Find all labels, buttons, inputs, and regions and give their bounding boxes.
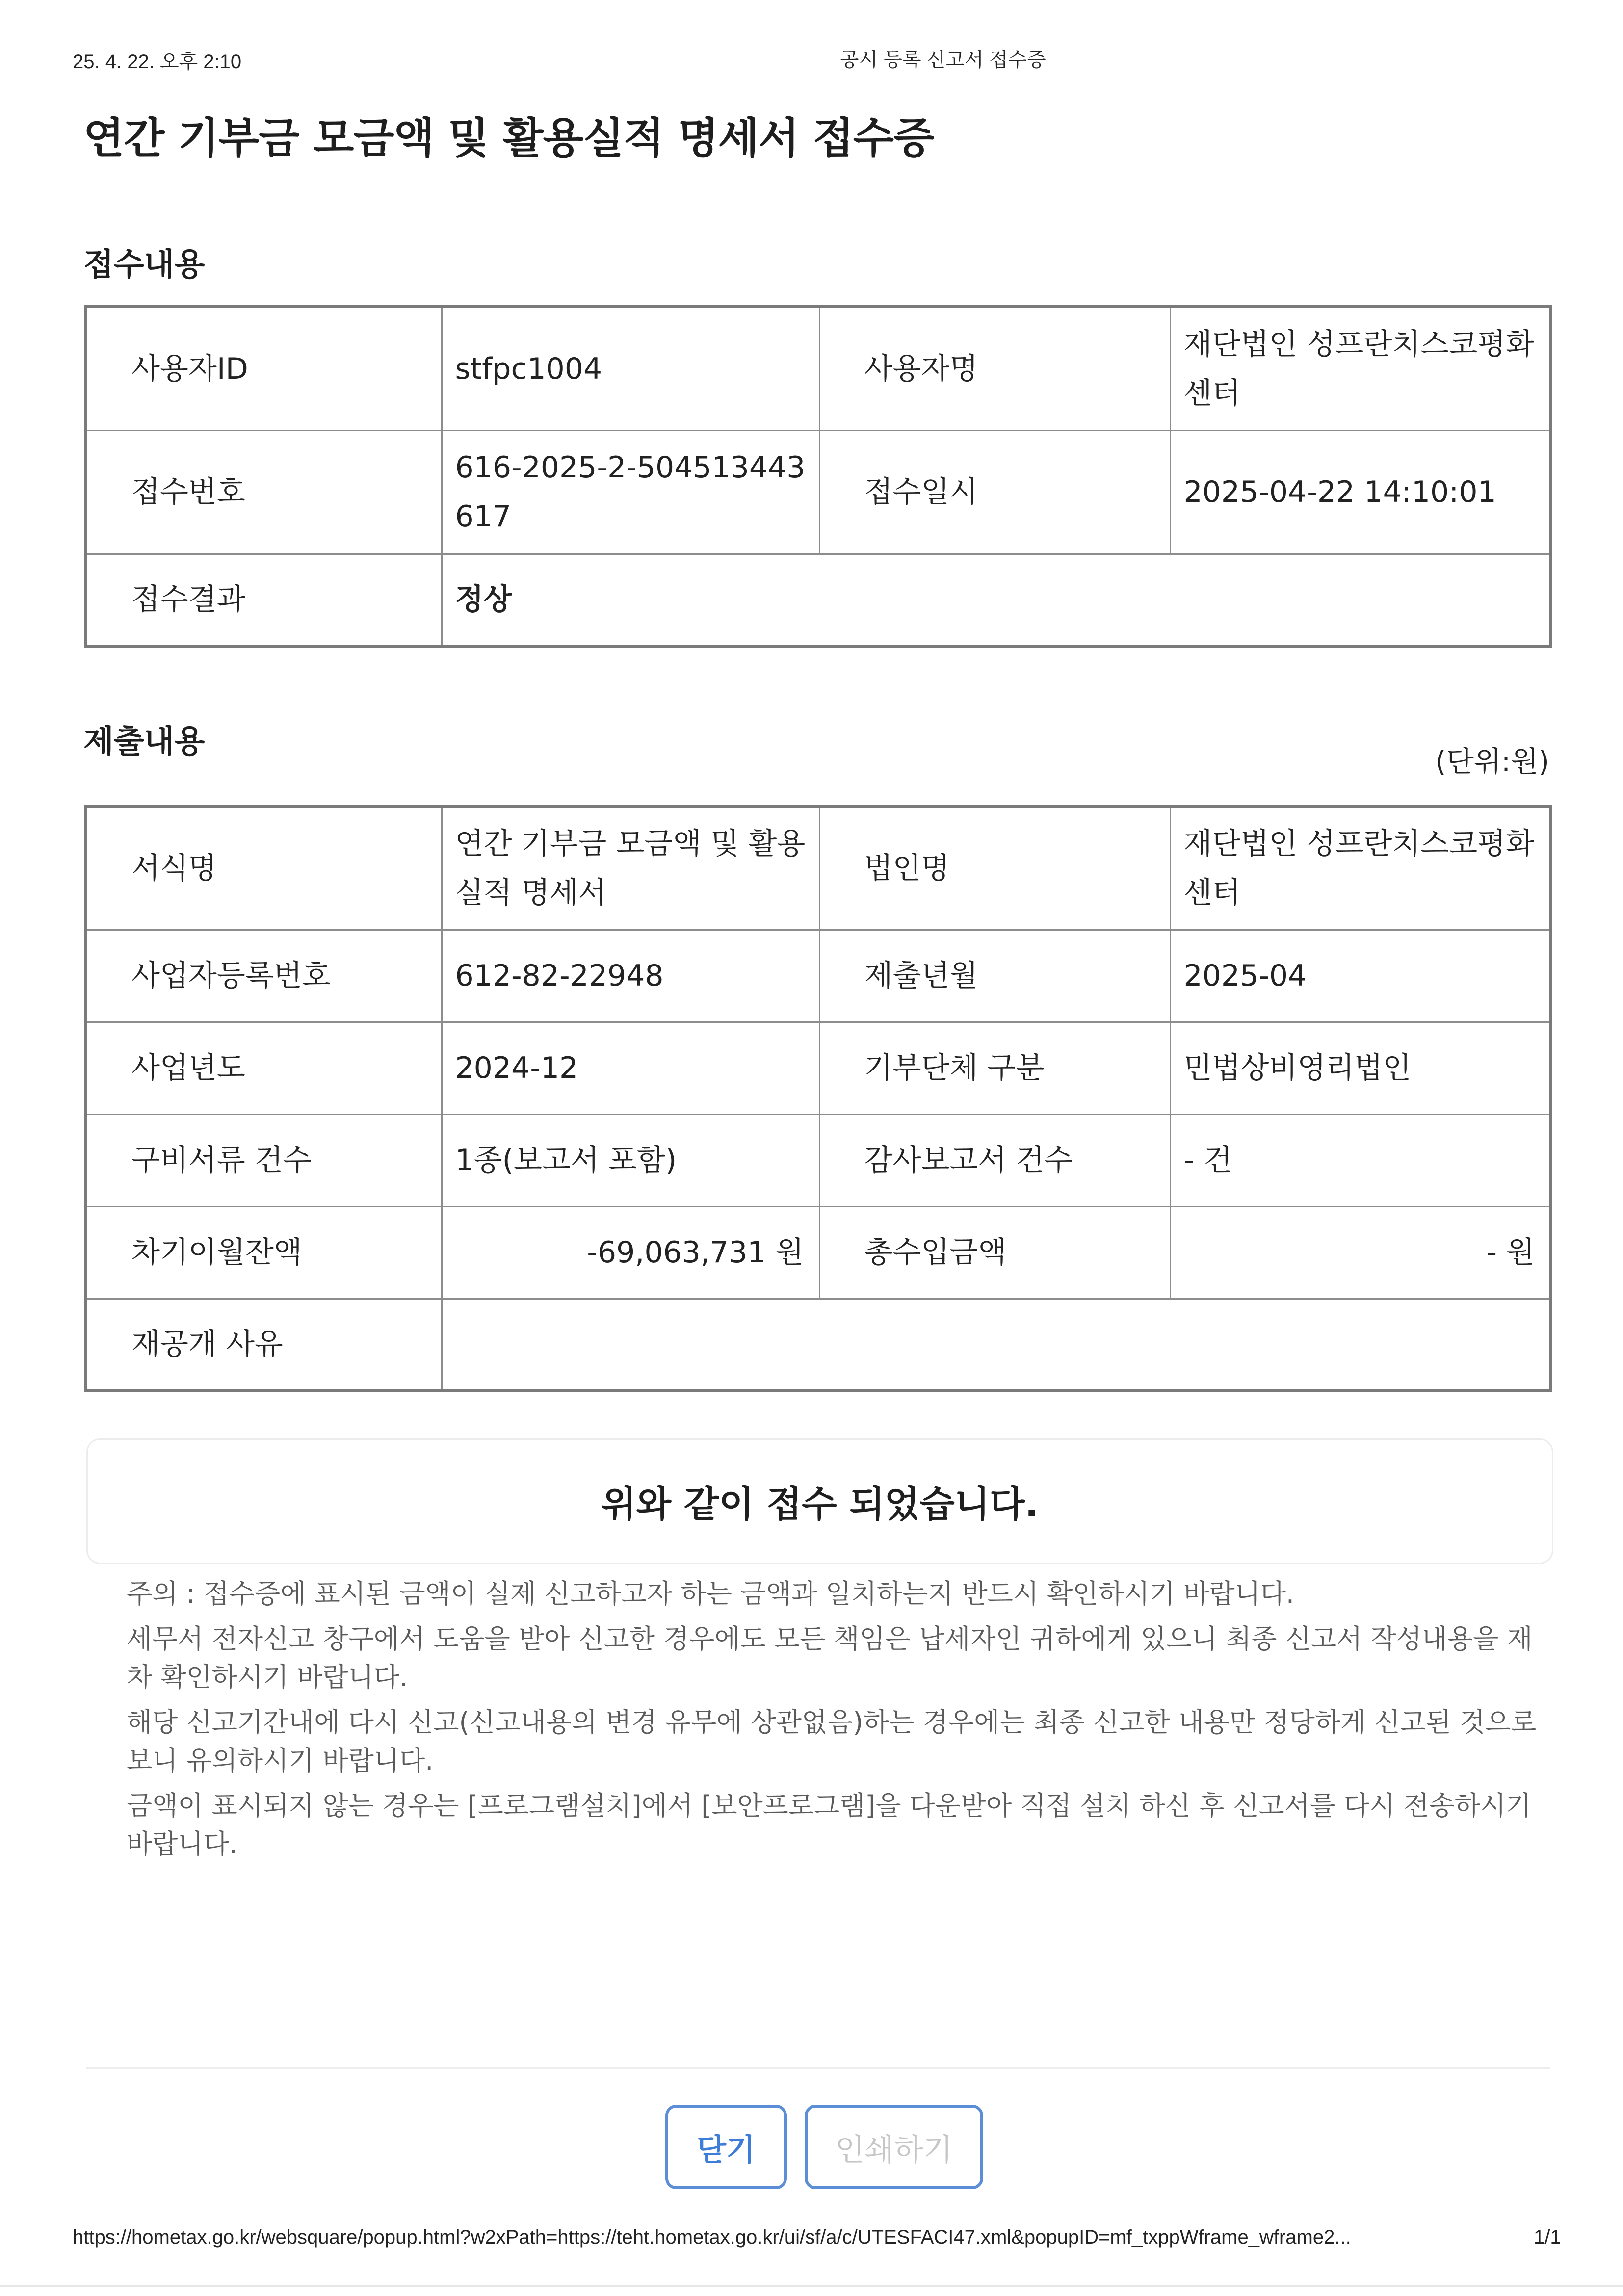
biz-year-label: 사업년도 — [86, 1022, 442, 1114]
receipt-result-label: 접수결과 — [86, 554, 442, 646]
repost-reason-value — [442, 1299, 1551, 1391]
table-row — [86, 1114, 1551, 1206]
receipt-no-label: 접수번호 — [86, 430, 442, 554]
page-bottom-line — [0, 2285, 1623, 2287]
note-item: 금액이 표시되지 않는 경우는 [프로그램설치]에서 [보안프로그램]을 다운받아 직접 설치 하신 후 신고서를 다시 전송하시기 바랍니다. — [127, 1790, 1532, 1859]
carryover-value: -69,063,731 원 — [442, 1206, 819, 1299]
receipt-table — [84, 305, 1552, 648]
confirmation-notice: 위와 같이 접수 되었습니다. — [86, 1438, 1553, 1564]
audit-count-value: - 건 — [1170, 1114, 1551, 1206]
divider — [86, 2067, 1550, 2069]
print-doc-title: 공시 등록 신고서 접수증 — [840, 49, 1046, 71]
notes-list — [127, 1575, 1549, 1870]
table-row — [86, 930, 1551, 1022]
user-name-label: 사용자명 — [819, 307, 1170, 430]
biz-no-label: 사업자등록번호 — [86, 930, 442, 1022]
print-datetime: 25. 4. 22. 오후 2:10 — [73, 51, 242, 73]
page-title: 연간 기부금 모금액 및 활용실적 명세서 접수증 — [83, 114, 934, 163]
receipt-result-status: 정상 — [442, 554, 1551, 646]
repost-reason-label: 재공개 사유 — [86, 1299, 442, 1391]
table-row — [86, 1022, 1551, 1114]
receipt-date-value: 2025-04-22 14:10:01 — [1170, 430, 1551, 554]
donor-type-value: 민법상비영리법인 — [1170, 1022, 1551, 1114]
table-row — [86, 1206, 1551, 1299]
carryover-label: 차기이월잔액 — [86, 1206, 442, 1299]
note-item: 세무서 전자신고 창구에서 도움을 받아 신고한 경우에도 모든 책임은 납세자인 귀하에게 있으니 최종 신고서 작성내용을 재차 확인하시기 바랍니다. — [127, 1623, 1533, 1693]
receipt-date-label: 접수일시 — [819, 430, 1170, 554]
audit-count-label: 감사보고서 건수 — [819, 1114, 1170, 1206]
form-name-label: 서식명 — [86, 806, 442, 930]
docs-count-label: 구비서류 건수 — [86, 1114, 442, 1206]
page-number: 1/1 — [1534, 2226, 1561, 2248]
submit-table — [84, 805, 1552, 1392]
receipt-no-value: 616-2025-2-504513443617 — [442, 430, 819, 554]
note-item: 주의 : 접수증에 표시된 금액이 실제 신고하고자 하는 금액과 일치하는지 반드시 확인하시기 바랍니다. — [127, 1578, 1295, 1609]
table-row — [86, 554, 1551, 646]
table-row — [86, 806, 1551, 930]
table-row — [86, 307, 1551, 430]
submit-section-heading: 제출내용 — [83, 724, 205, 760]
footer-url: https://hometax.go.kr/websquare/popup.html?w2xPath=https://teht.hometax.go.kr/ui/sf/a/c/UTESFACI47.xml&popupID=mf_txppWframe_wframe2... — [73, 2226, 1351, 2248]
donor-type-label: 기부단체 구분 — [819, 1022, 1170, 1114]
total-income-label: 총수입금액 — [819, 1206, 1170, 1299]
biz-year-value: 2024-12 — [442, 1022, 819, 1114]
table-row — [86, 1299, 1551, 1391]
corp-name-value: 재단법인 성프란치스코평화센터 — [1170, 806, 1551, 930]
note-item: 해당 신고기간내에 다시 신고(신고내용의 변경 유무에 상관없음)하는 경우에는 최종 신고한 내용만 정당하게 신고된 것으로 보니 유의하시기 바랍니다. — [127, 1707, 1537, 1776]
close-button[interactable]: 닫기 — [665, 2105, 787, 2189]
user-id-value: stfpc1004 — [442, 307, 819, 430]
submit-ym-value: 2025-04 — [1170, 930, 1551, 1022]
table-row — [86, 430, 1551, 554]
user-id-label: 사용자ID — [86, 307, 442, 430]
corp-name-label: 법인명 — [819, 806, 1170, 930]
unit-label: (단위:원) — [1435, 745, 1549, 778]
receipt-section-heading: 접수내용 — [83, 247, 205, 283]
print-button[interactable]: 인쇄하기 — [805, 2105, 983, 2189]
submit-ym-label: 제출년월 — [819, 930, 1170, 1022]
docs-count-value: 1종(보고서 포함) — [442, 1114, 819, 1206]
form-name-value: 연간 기부금 모금액 및 활용실적 명세서 — [442, 806, 819, 930]
biz-no-value: 612-82-22948 — [442, 930, 819, 1022]
total-income-value: - 원 — [1170, 1206, 1551, 1299]
user-name-value: 재단법인 성프란치스코평화센터 — [1170, 307, 1551, 430]
